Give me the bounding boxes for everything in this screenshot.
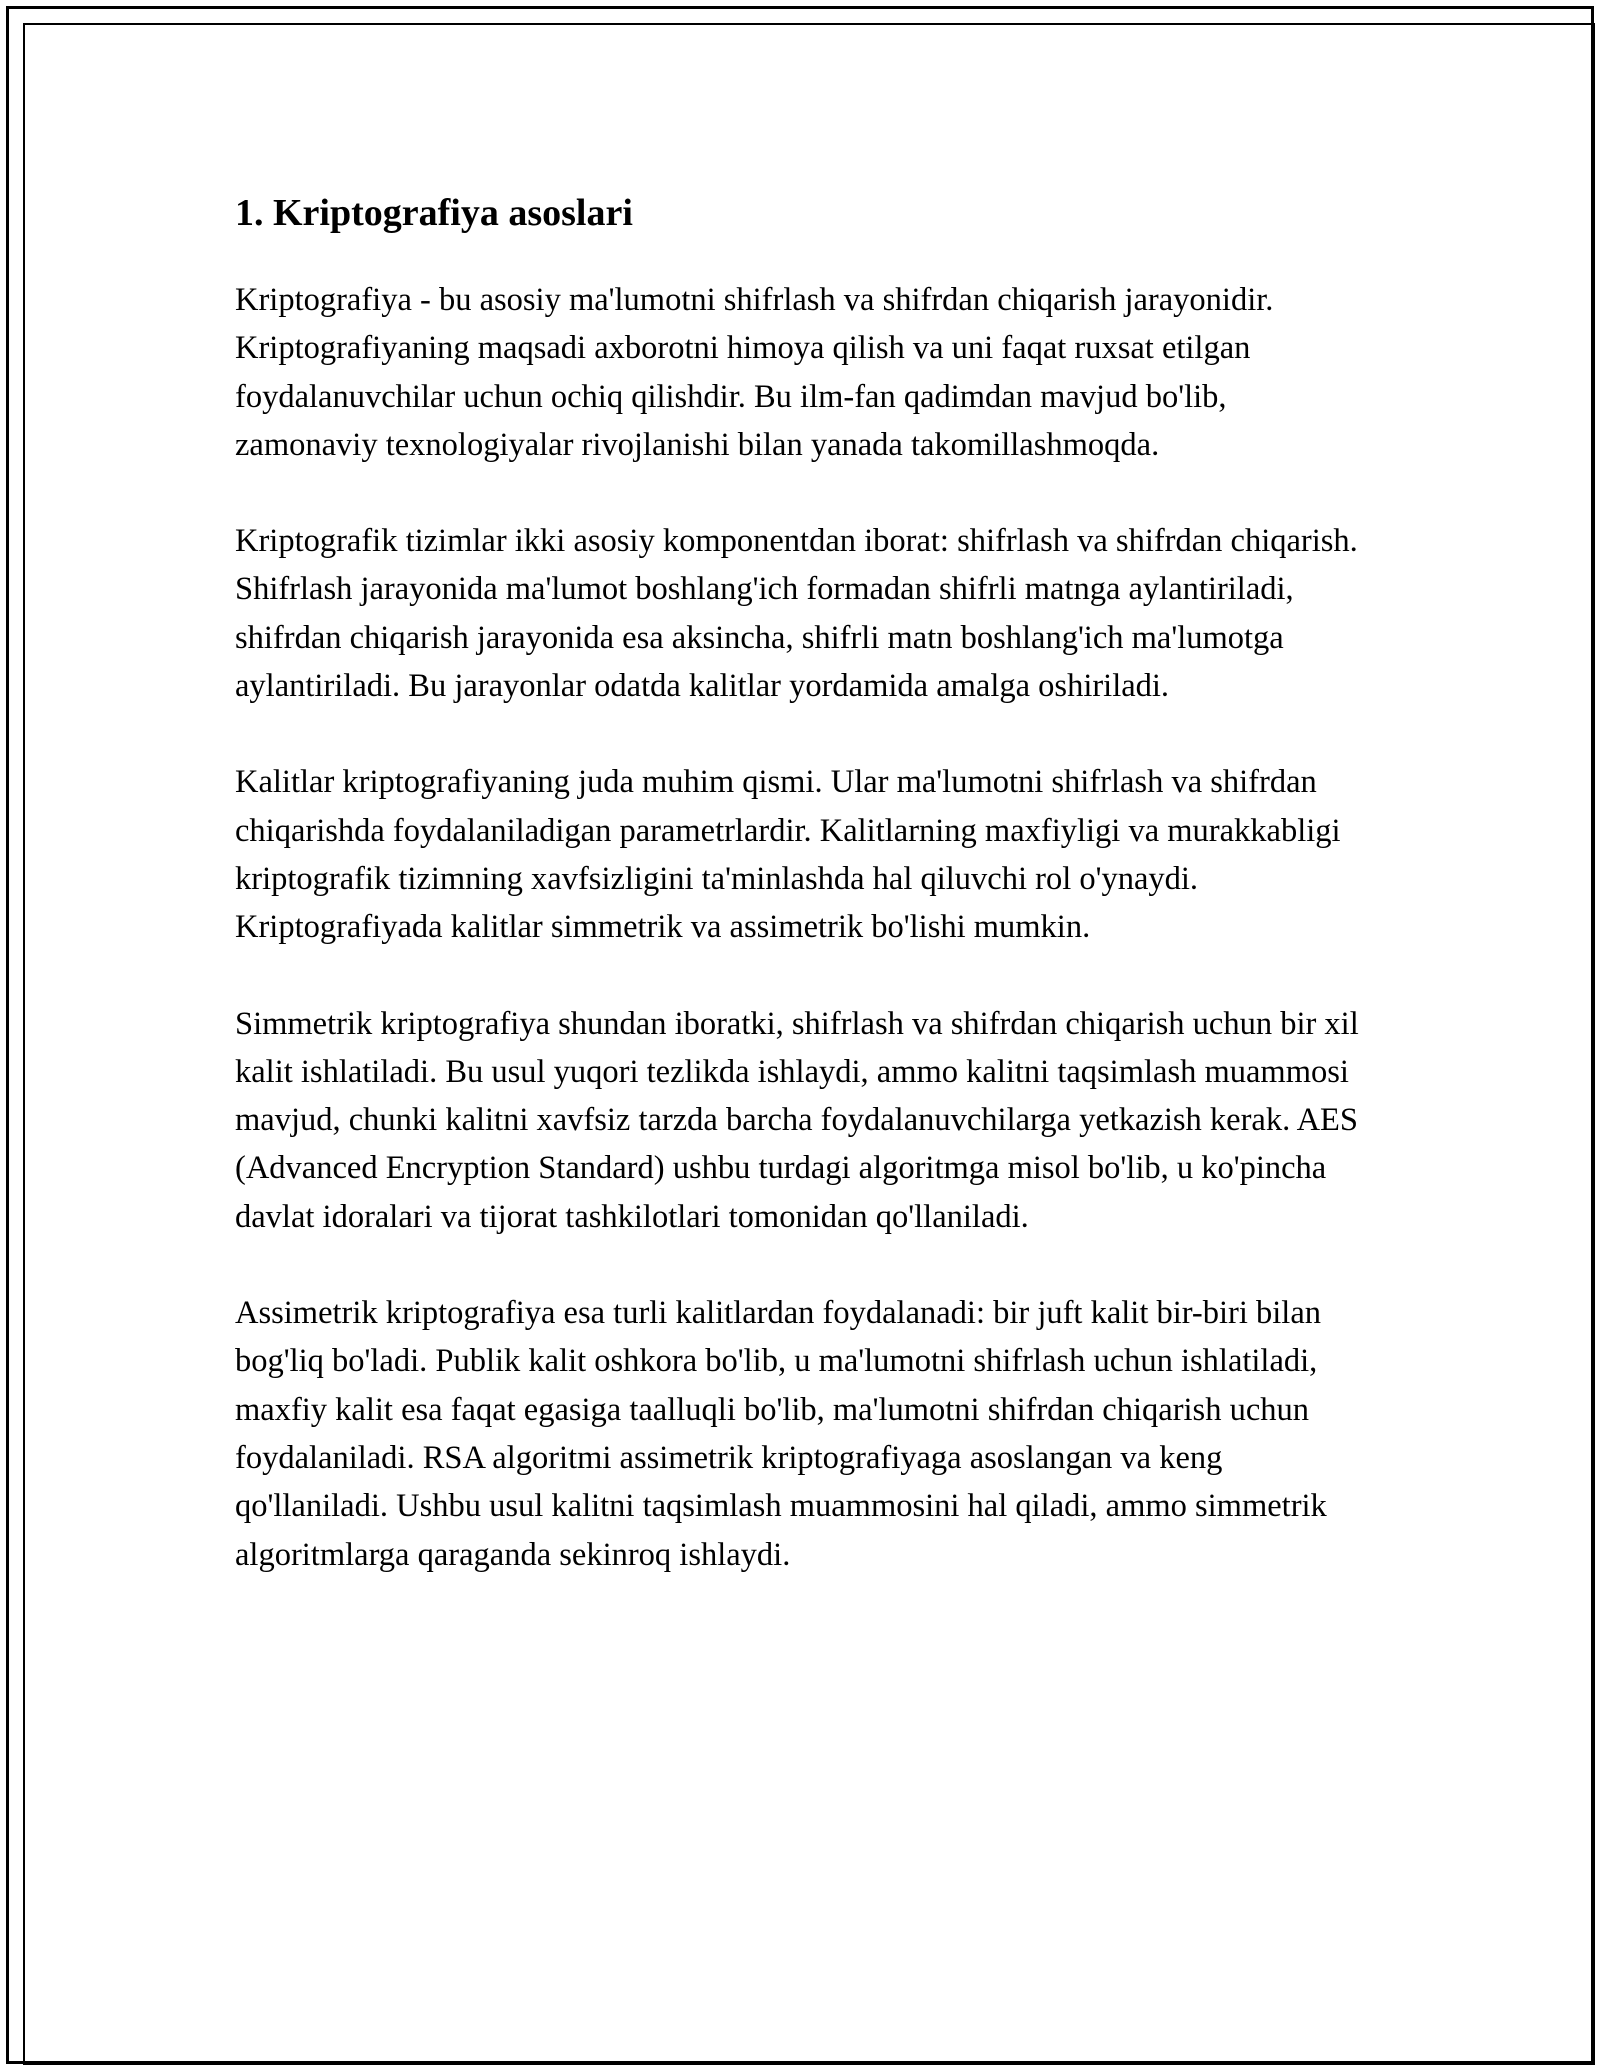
paragraph-components: Kriptografik tizimlar ikki asosiy komponentdan iborat: shifrlash va shifrdan chiqarish. Shifrlash jarayonida ma'lumot boshlang'ich formadan shifrli matnga aylantiriladi, shifrdan chiqarish jarayonida esa aksincha, shifrli matn boshlang'ich ma'lumotga aylantiriladi. Bu jarayonlar odatda kalitlar yordamida amalga oshiriladi. (235, 523, 1358, 705)
paragraph-keys: Kalitlar kriptografiyaning juda muhim qismi. Ular ma'lumotni shifrlash va shifrdan chiqarishda foydalaniladigan parametrlardir. Kalitlarning maxfiyligi va murakkabligi kriptografik tizimning xavfsizligini ta'minlashda hal qiluvchi rol o'ynaydi. Kriptografiyada kalitlar simmetrik va assimetrik bo'lishi mumkin. (235, 764, 1341, 946)
document-body (235, 180, 1365, 1579)
paragraph-intro: Kriptografiya - bu asosiy ma'lumotni shifrlash va shifrdan chiqarish jarayonidir. Kriptografiyaning maqsadi axborotni himoya qilish va uni faqat ruxsat etilgan foydalanuvchilar uchun ochiq qilishdir. Bu ilm-fan qadimdan mavjud bo'lib, zamonaviy texnologiyalar rivojlanishi bilan yanada takomillashmoqda. (235, 282, 1274, 463)
paragraph-symmetric: Simmetrik kriptografiya shundan iboratki, shifrlash va shifrdan chiqarish uchun bir xil kalit ishlatiladi. Bu usul yuqori tezlikda ishlaydi, ammo kalitni taqsimlash muammosi mavjud, chunki kalitni xavfsiz tarzda barcha foydalanuvchilarga yetkazish kerak. AES (Advanced Encryption Standard) ushbu turdagi algoritmga misol bo'lib, u ko'pincha davlat idoralari va tijorat tashkilotlari tomonidan qo'llaniladi. (235, 1005, 1359, 1235)
section-heading: 1. Kriptografiya asoslari (235, 192, 633, 234)
paragraph-asymmetric: Assimetrik kriptografiya esa turli kalitlardan foydalanadi: bir juft kalit bir-biri bilan bog'liq bo'ladi. Publik kalit oshkora bo'lib, u ma'lumotni shifrlash uchun ishlatiladi, maxfiy kalit esa faqat egasiga taalluqli bo'lib, ma'lumotni shifrdan chiqarish uchun foydalaniladi. RSA algoritmi assimetrik kriptografiyaga asoslangan va keng qo'llaniladi. Ushbu usul kalitni taqsimlash muammosini hal qiladi, ammo simmetrik algoritmlarga qaraganda sekinroq ishlaydi. (235, 1295, 1327, 1573)
